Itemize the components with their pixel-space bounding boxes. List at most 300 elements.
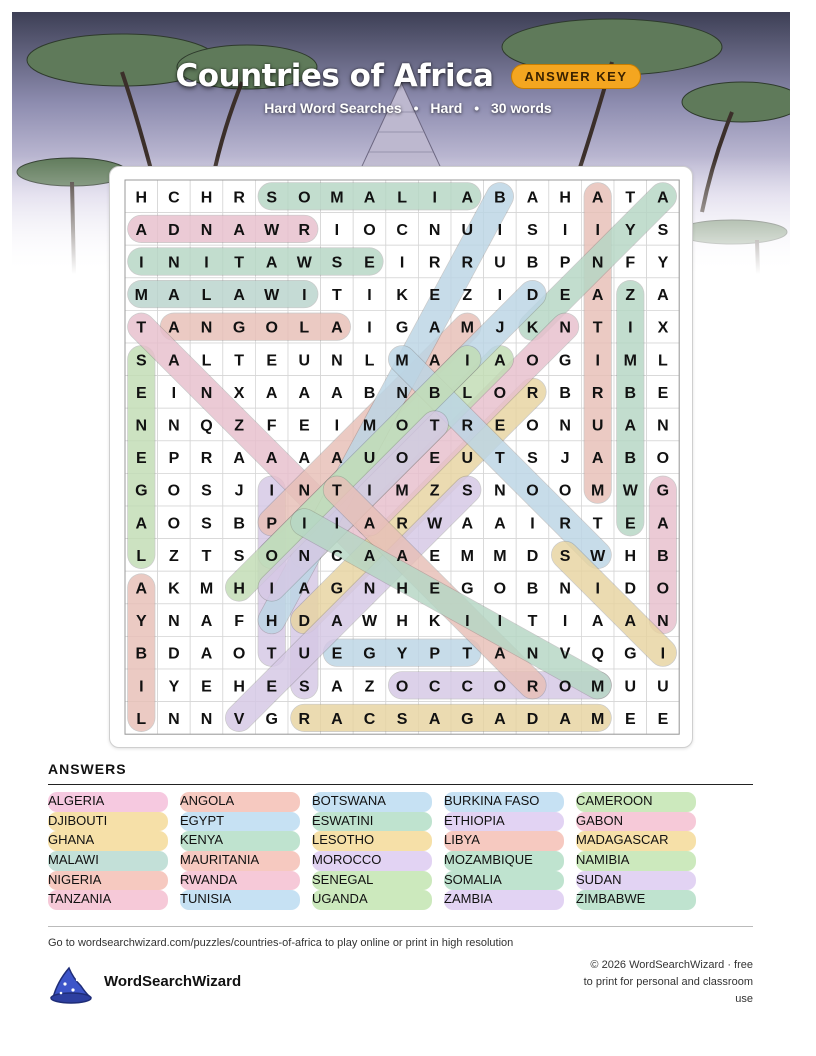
grid-letter: G xyxy=(265,710,278,728)
grid-letter: A xyxy=(233,221,245,239)
grid-letter: S xyxy=(527,221,538,239)
grid-letter: A xyxy=(265,254,278,272)
grid-letter: O xyxy=(656,450,670,468)
footer-url-text: Go to wordsearchwizard.com/puzzles/countries-of-africa to play online or print in high resolution xyxy=(48,937,514,949)
answer-item: MOROCCO xyxy=(312,851,432,871)
grid-letter: Z xyxy=(364,678,375,696)
grid-letter: H xyxy=(396,613,408,631)
grid-letter: A xyxy=(331,319,343,337)
grid-letter: U xyxy=(624,678,637,696)
grid-letter: A xyxy=(461,189,474,207)
grid-letter: T xyxy=(234,254,244,272)
grid-letter: M xyxy=(591,482,605,500)
grid-letter: T xyxy=(136,319,147,337)
grid-letter: A xyxy=(168,319,180,337)
grid-letter: M xyxy=(460,547,474,565)
grid-letter: I xyxy=(302,287,307,305)
grid-letter: A xyxy=(363,189,376,207)
answers-divider xyxy=(48,784,753,785)
grid-letter: O xyxy=(493,384,507,402)
grid-letter: N xyxy=(494,482,506,500)
grid-letter: W xyxy=(361,613,378,631)
grid-letter: L xyxy=(201,352,212,370)
grid-letter: G xyxy=(395,319,409,337)
grid-letter: X xyxy=(233,384,245,402)
grid-letter: L xyxy=(364,352,375,370)
grid-letter: N xyxy=(200,319,213,337)
answer-item: CAMEROON xyxy=(576,792,696,812)
grid-letter: N xyxy=(200,384,213,402)
grid-letter: Z xyxy=(625,287,636,305)
grid-letter: N xyxy=(200,221,213,239)
grid-letter: I xyxy=(171,384,177,402)
grid-letter: T xyxy=(495,450,505,468)
grid-letter: O xyxy=(526,482,539,500)
page-title: Countries of Africa xyxy=(175,58,494,94)
grid-letter: A xyxy=(233,450,245,468)
grid-letter: I xyxy=(302,515,307,533)
grid-letter: B xyxy=(526,580,539,598)
grid-letter: G xyxy=(135,482,148,500)
grid-letter: M xyxy=(330,189,344,207)
answer-item: EGYPT xyxy=(180,812,300,832)
grid-letter: A xyxy=(591,287,604,305)
answer-key-badge: ANSWER KEY xyxy=(511,64,640,89)
grid-letter: E xyxy=(559,287,571,305)
grid-letter: L xyxy=(136,710,147,728)
grid-letter: H xyxy=(559,189,571,207)
grid-letter: D xyxy=(168,221,180,239)
grid-letter: O xyxy=(395,450,409,468)
grid-letter: T xyxy=(332,287,342,305)
answer-item: BURKINA FASO xyxy=(444,792,564,812)
grid-letter: N xyxy=(298,547,311,565)
grid-letter: R xyxy=(298,221,311,239)
grid-letter: P xyxy=(429,645,441,663)
grid-letter: A xyxy=(428,710,441,728)
grid-letter: E xyxy=(624,515,636,533)
grid-letter: U xyxy=(298,352,311,370)
grid-letter: T xyxy=(527,613,538,631)
grid-letter: I xyxy=(432,189,437,207)
grid-letter: A xyxy=(168,352,180,370)
grid-letter: I xyxy=(595,221,600,239)
grid-letter: T xyxy=(592,515,603,533)
grid-letter: A xyxy=(657,189,669,207)
grid-letter: A xyxy=(331,678,343,696)
grid-letter: N xyxy=(331,352,343,370)
grid-letter: O xyxy=(363,221,376,239)
answer-item: GABON xyxy=(576,812,696,832)
grid-letter: D xyxy=(298,613,311,631)
grid-letter: E xyxy=(429,547,441,565)
grid-letter: I xyxy=(497,613,503,631)
grid-letter: L xyxy=(397,189,407,207)
grid-letter: R xyxy=(396,515,408,533)
grid-letter: S xyxy=(266,189,278,207)
answers-heading: ANSWERS xyxy=(48,761,127,777)
grid-letter: E xyxy=(657,710,669,728)
grid-letter: G xyxy=(656,482,670,500)
grid-letter: J xyxy=(560,450,570,468)
answer-item: LESOTHO xyxy=(312,831,432,851)
grid-letter: E xyxy=(364,254,375,272)
grid-letter: A xyxy=(657,287,669,305)
grid-letter: N xyxy=(168,254,180,272)
grid-letter: U xyxy=(657,678,669,696)
grid-letter: S xyxy=(527,450,538,468)
grid-letter: I xyxy=(367,319,372,337)
grid-letter: S xyxy=(461,482,473,500)
grid-letter: I xyxy=(334,515,340,533)
answer-item: UGANDA xyxy=(312,890,432,910)
answer-item: ANGOLA xyxy=(180,792,300,812)
answer-item: ALGERIA xyxy=(48,792,168,812)
grid-letter: F xyxy=(266,417,277,435)
answer-item: GHANA xyxy=(48,831,168,851)
grid-letter: Z xyxy=(462,287,473,305)
grid-letter: O xyxy=(167,515,181,533)
answers-list xyxy=(48,792,768,910)
answer-item: DJIBOUTI xyxy=(48,812,168,832)
grid-letter: O xyxy=(232,645,246,663)
grid-letter: I xyxy=(660,645,666,663)
grid-letter: D xyxy=(526,710,539,728)
grid-letter: R xyxy=(591,384,604,402)
grid-letter: N xyxy=(135,417,148,435)
grid-letter: X xyxy=(657,319,669,337)
grid-letter: M xyxy=(395,482,409,500)
grid-letter: N xyxy=(298,482,311,500)
grid-letter: T xyxy=(592,319,603,337)
grid-letter: M xyxy=(623,352,637,370)
separator: • xyxy=(474,100,480,116)
grid-letter: T xyxy=(266,645,277,663)
grid-letter: R xyxy=(233,189,245,207)
grid-letter: Z xyxy=(169,547,179,565)
grid-letter: A xyxy=(494,352,506,370)
grid-letter: H xyxy=(624,547,637,565)
answer-item: TANZANIA xyxy=(48,890,168,910)
grid-letter: I xyxy=(465,352,470,370)
grid-letter: I xyxy=(204,254,209,272)
grid-letter: L xyxy=(658,352,668,370)
grid-letter: E xyxy=(657,384,669,402)
grid-letter: A xyxy=(331,710,343,728)
grid-letter: A xyxy=(331,613,343,631)
grid-letter: O xyxy=(558,678,572,696)
grid-letter: W xyxy=(590,547,606,565)
grid-letter: E xyxy=(331,645,343,663)
grid-letter: S xyxy=(657,221,669,239)
grid-letter: M xyxy=(460,319,474,337)
grid-letter: Q xyxy=(200,417,213,435)
grid-letter: A xyxy=(135,580,148,598)
grid-letter: T xyxy=(625,189,636,207)
grid-letter: S xyxy=(331,254,343,272)
grid-letter: N xyxy=(396,384,408,402)
grid-letter: E xyxy=(266,678,278,696)
grid-letter: P xyxy=(559,254,571,272)
grid-letter: O xyxy=(395,678,409,696)
grid-letter: B xyxy=(428,384,441,402)
grid-letter: N xyxy=(363,580,376,598)
grid-letter: A xyxy=(265,384,278,402)
grid-letter: N xyxy=(657,417,669,435)
grid-letter: B xyxy=(135,645,148,663)
grid-letter: B xyxy=(363,384,376,402)
grid-letter: F xyxy=(234,613,244,631)
grid-letter: L xyxy=(462,384,473,402)
answer-item: ZAMBIA xyxy=(444,890,564,910)
grid-letter: K xyxy=(396,287,408,305)
grid-letter: U xyxy=(461,450,474,468)
grid-letter: A xyxy=(624,613,637,631)
grid-letter: U xyxy=(363,450,376,468)
grid-letter: G xyxy=(461,710,474,728)
grid-letter: A xyxy=(396,547,408,565)
grid-letter: P xyxy=(266,515,278,533)
grid-letter: W xyxy=(264,221,280,239)
grid-letter: Y xyxy=(624,221,636,239)
grid-letter: C xyxy=(331,547,343,565)
grid-letter: M xyxy=(134,287,148,305)
answer-item: ETHIOPIA xyxy=(444,812,564,832)
answer-item: SOMALIA xyxy=(444,871,564,891)
grid-letter: H xyxy=(265,613,278,631)
grid-letter: I xyxy=(334,221,340,239)
grid-letter: A xyxy=(591,450,604,468)
grid-letter: M xyxy=(199,580,214,598)
grid-letter: E xyxy=(494,417,506,435)
grid-letter: E xyxy=(429,580,441,598)
answer-item: SENEGAL xyxy=(312,871,432,891)
grid-letter: T xyxy=(429,417,440,435)
grid-letter: B xyxy=(624,384,637,402)
grid-letter: N xyxy=(168,417,180,435)
grid-letter: A xyxy=(591,613,604,631)
grid-letter: I xyxy=(139,678,144,696)
grid-letter: E xyxy=(298,417,310,435)
grid-letter: I xyxy=(334,417,340,435)
grid-letter: J xyxy=(234,482,244,500)
grid-letter: I xyxy=(269,580,274,598)
grid-letter: N xyxy=(591,254,604,272)
grid-letter: A xyxy=(657,515,669,533)
grid-letter: L xyxy=(299,319,310,337)
grid-letter: G xyxy=(461,580,474,598)
grid-letter: K xyxy=(526,319,539,337)
grid-letter: E xyxy=(266,352,278,370)
grid-letter: A xyxy=(494,515,506,533)
grid-letter: A xyxy=(200,645,213,663)
grid-letter: R xyxy=(526,678,539,696)
grid-letter: L xyxy=(136,547,147,565)
grid-letter: N xyxy=(559,417,571,435)
grid-letter: M xyxy=(591,710,605,728)
grid-letter: C xyxy=(168,189,180,207)
grid-letter: R xyxy=(526,384,539,402)
grid-letter: A xyxy=(265,450,278,468)
grid-letter: A xyxy=(331,450,343,468)
title-block xyxy=(0,58,816,116)
grid-letter: O xyxy=(526,352,539,370)
grid-letter: I xyxy=(595,580,600,598)
grid-letter: M xyxy=(395,352,409,370)
grid-letter: Y xyxy=(168,678,180,696)
grid-letter: B xyxy=(559,384,571,402)
grid-letter: U xyxy=(461,221,474,239)
grid-letter: U xyxy=(298,645,311,663)
grid-letter: O xyxy=(395,417,409,435)
grid-letter: C xyxy=(363,710,376,728)
brand-name: WordSearchWizard xyxy=(104,973,242,990)
grid-letter: E xyxy=(135,450,147,468)
separator: • xyxy=(413,100,419,116)
grid-letter: N xyxy=(559,319,571,337)
grid-letter: S xyxy=(135,352,147,370)
grid-letter: W xyxy=(264,287,280,305)
answer-item: ZIMBABWE xyxy=(576,890,696,910)
grid-letter: I xyxy=(628,319,633,337)
grid-letter: T xyxy=(462,645,473,663)
grid-letter: R xyxy=(461,254,474,272)
grid-letter: N xyxy=(526,645,539,663)
grid-letter: W xyxy=(622,482,638,500)
grid-letter: K xyxy=(428,613,441,631)
grid-letter: I xyxy=(497,287,503,305)
grid-letter: O xyxy=(493,580,507,598)
grid-letter: A xyxy=(200,613,213,631)
answer-item: LIBYA xyxy=(444,831,564,851)
grid-letter: B xyxy=(526,254,539,272)
grid-letter: I xyxy=(367,482,372,500)
grid-letter: I xyxy=(367,287,372,305)
grid-letter: Z xyxy=(234,417,244,435)
grid-letter: T xyxy=(332,482,342,500)
grid-letter: R xyxy=(461,417,474,435)
grid-letter: E xyxy=(624,710,636,728)
grid-letter: N xyxy=(168,613,180,631)
grid-letter: C xyxy=(396,221,408,239)
grid-letter: A xyxy=(363,515,376,533)
grid-letter: A xyxy=(233,287,245,305)
grid-letter: D xyxy=(526,547,539,565)
grid-letter: C xyxy=(461,678,474,696)
subtitle xyxy=(0,100,816,116)
source-label: Hard Word Searches xyxy=(264,100,402,116)
grid-letter: S xyxy=(201,515,212,533)
grid-letter: O xyxy=(558,482,572,500)
difficulty-label: Hard xyxy=(430,100,463,116)
grid-letter: A xyxy=(298,450,311,468)
grid-letter: D xyxy=(168,645,180,663)
grid-letter: I xyxy=(562,613,568,631)
grid-letter: G xyxy=(330,580,344,598)
grid-letter: O xyxy=(526,417,539,435)
grid-letter: H xyxy=(396,580,408,598)
grid-letter: B xyxy=(624,450,637,468)
grid-letter: A xyxy=(428,352,441,370)
grid-letter: E xyxy=(135,384,147,402)
grid-letter: V xyxy=(233,710,245,728)
grid-letter: A xyxy=(168,287,180,305)
grid-letter: N xyxy=(200,710,213,728)
grid-letter: T xyxy=(201,547,212,565)
grid-letter: O xyxy=(167,482,181,500)
grid-letter: Y xyxy=(396,645,408,663)
puzzle-card xyxy=(109,166,693,748)
answer-item: MALAWI xyxy=(48,851,168,871)
word-search-grid xyxy=(110,167,692,747)
grid-letter: I xyxy=(139,254,144,272)
grid-letter: F xyxy=(625,254,636,272)
grid-letter: S xyxy=(298,678,310,696)
grid-letter: A xyxy=(624,417,637,435)
grid-letter: A xyxy=(461,515,474,533)
grid-letter: Z xyxy=(429,482,440,500)
grid-letter: M xyxy=(362,417,377,435)
grid-letter: N xyxy=(168,710,180,728)
grid-letter: U xyxy=(494,254,506,272)
grid-letter: A xyxy=(559,710,571,728)
grid-letter: D xyxy=(624,580,637,598)
grid-letter: H xyxy=(233,678,245,696)
grid-letter: H xyxy=(200,189,213,207)
grid-letter: O xyxy=(265,319,278,337)
grid-letter: E xyxy=(429,450,441,468)
grid-letter: O xyxy=(298,189,311,207)
grid-letter: A xyxy=(494,710,506,728)
grid-letter: A xyxy=(428,319,441,337)
grid-letter: W xyxy=(296,254,312,272)
grid-letter: D xyxy=(526,287,539,305)
grid-letter: H xyxy=(135,189,148,207)
grid-letter: W xyxy=(427,515,443,533)
grid-letter: O xyxy=(265,547,278,565)
grid-letter: R xyxy=(428,254,441,272)
answer-item: SUDAN xyxy=(576,871,696,891)
grid-letter: M xyxy=(591,678,605,696)
grid-letter: A xyxy=(363,547,376,565)
grid-letter: R xyxy=(200,450,213,468)
grid-letter: I xyxy=(399,254,405,272)
grid-letter: P xyxy=(168,450,180,468)
grid-letter: E xyxy=(201,678,212,696)
grid-letter: A xyxy=(331,384,343,402)
grid-letter: A xyxy=(135,221,148,239)
grid-letter: L xyxy=(201,287,212,305)
grid-letter: S xyxy=(233,547,245,565)
grid-letter: O xyxy=(656,580,670,598)
answer-item: ESWATINI xyxy=(312,812,432,832)
grid-letter: I xyxy=(562,221,568,239)
grid-letter: G xyxy=(232,319,246,337)
grid-letter: A xyxy=(135,515,148,533)
grid-letter: B xyxy=(657,547,669,565)
grid-letter: B xyxy=(233,515,245,533)
answer-item: TUNISIA xyxy=(180,890,300,910)
grid-letter: I xyxy=(269,482,274,500)
grid-letter: C xyxy=(428,678,441,696)
grid-letter: R xyxy=(298,710,311,728)
grid-letter: G xyxy=(363,645,376,663)
grid-letter: A xyxy=(298,580,311,598)
grid-letter: I xyxy=(465,613,470,631)
grid-letter: A xyxy=(494,645,506,663)
copyright-text: © 2026 WordSearchWizard · free to print for personal and classroom use xyxy=(583,959,753,1005)
grid-letter: A xyxy=(591,189,604,207)
